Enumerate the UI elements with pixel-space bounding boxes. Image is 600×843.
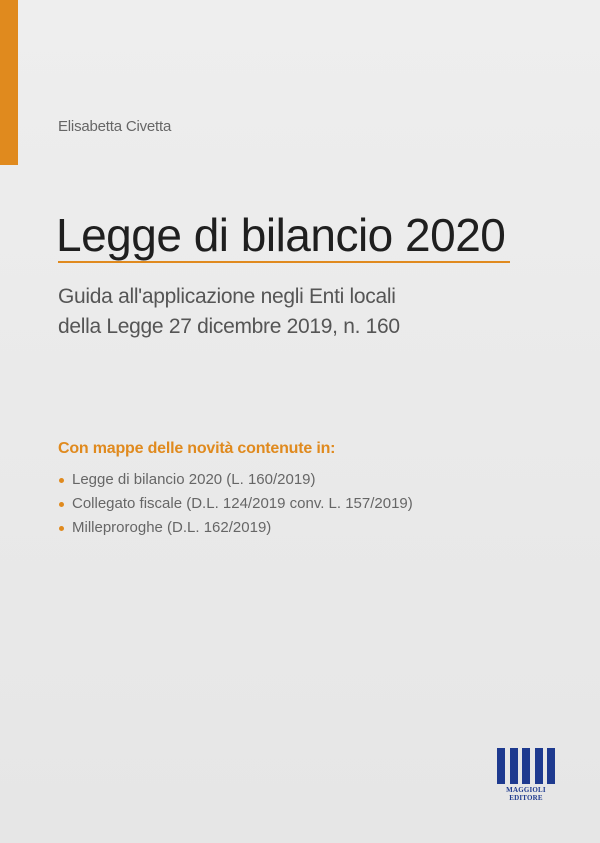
feature-text: Milleproroghe (D.L. 162/2019) <box>72 519 272 536</box>
features-list <box>58 468 413 540</box>
bullet-icon <box>59 502 64 507</box>
book-subtitle <box>58 282 400 342</box>
list-item <box>58 492 413 516</box>
bullet-icon <box>59 478 64 483</box>
list-item <box>58 516 413 540</box>
bullet-icon <box>59 526 64 531</box>
feature-text: Collegato fiscale (D.L. 124/2019 conv. L. 157/2019) <box>72 495 413 512</box>
publisher-name <box>497 786 555 802</box>
publisher-name-line: MAGGIOLI <box>506 786 546 794</box>
book-title: Legge di bilancio 2020 <box>56 209 506 261</box>
feature-text: Legge di bilancio 2020 (L. 160/2019) <box>72 471 316 488</box>
subtitle-line: Guida all'applicazione negli Enti locali <box>58 285 396 308</box>
list-item <box>58 468 413 492</box>
author-name: Elisabetta Civetta <box>58 118 172 135</box>
subtitle-line: della Legge 27 dicembre 2019, n. 160 <box>58 315 400 338</box>
publisher-name-line: EDITORE <box>509 794 543 802</box>
title-underline <box>58 261 510 263</box>
maggioli-logo-icon <box>497 748 555 784</box>
accent-bar <box>0 0 18 165</box>
features-heading: Con mappe delle novità contenute in: <box>58 440 336 457</box>
features-section <box>58 440 413 540</box>
publisher-logo <box>497 748 555 800</box>
